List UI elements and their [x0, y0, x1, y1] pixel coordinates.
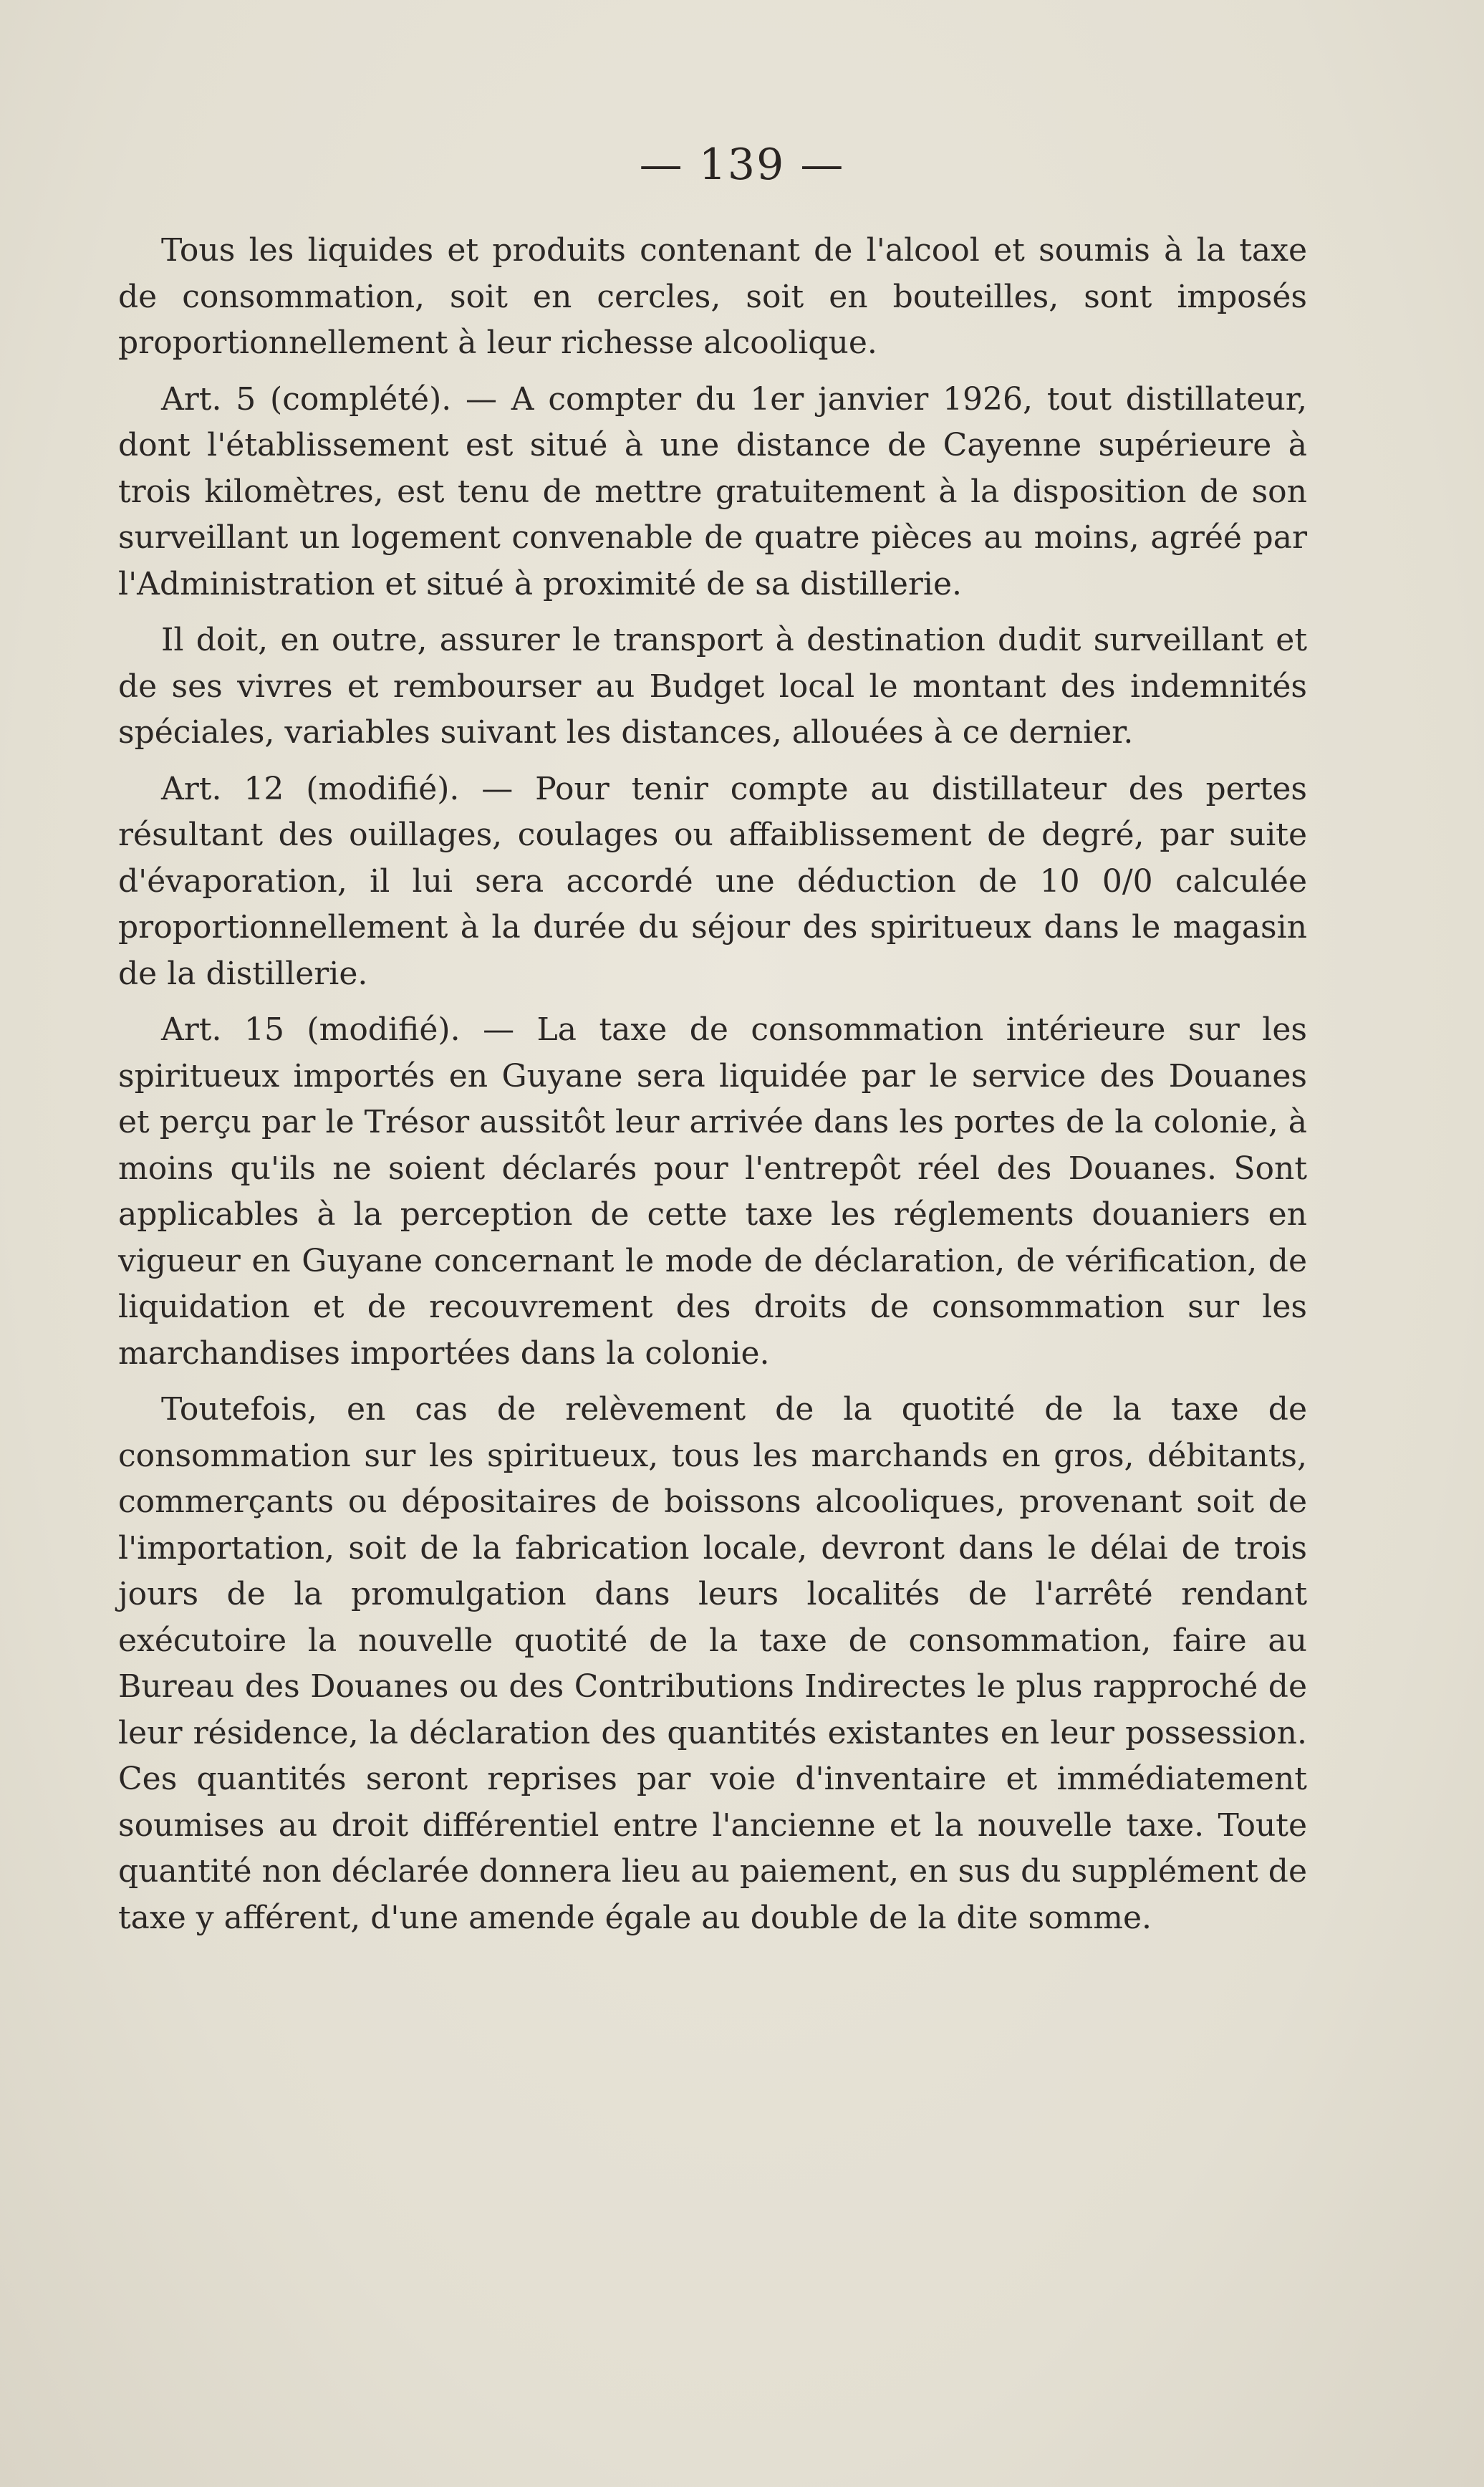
paragraph-3: Il doit, en outre, assurer le transport à destination dudit surveillant et de ses vivres et rembourser au Budget local le montant des indemnités spéciales, variables suivant les distances, allouées à ce dernier. [118, 622, 1307, 751]
paragraph-art-5: Art. 5 (complété). — A compter du 1er janvier 1926, tout distillateur, dont l'établissement est situé à une distance de Cayenne supérieure à trois kilomètres, est tenu de mettre gratuitement à la disposition de son surveillant un logement convenable de quatre pièces au moins, agréé par l'Administration et situé à proximité de sa distillerie. [118, 380, 1307, 602]
paragraph-1: Tous les liquides et produits contenant de l'alcool et soumis à la taxe de consommation, soit en cercles, soit en bouteilles, sont imposés proportionnellement à leur richesse alcoolique. [118, 232, 1307, 361]
paragraph-art-15: Art. 15 (modifié). — La taxe de consommation intérieure sur les spiritueux importés en Guyane sera liquidée par le service des Douanes et perçu par le Trésor aussitôt leur arrivée dans les portes de la colonie, à moins qu'ils ne soient déclarés pour l'entrepôt réel des Douanes. Sont applicables à la perception de cette taxe les réglements douaniers en vigueur en Guyane concernant le mode de déclaration, de vérification, de liquidation et de recouvrement des droits de consommation sur les marchandises importées dans la colonie. [118, 1011, 1307, 1372]
paragraph-6: Toutefois, en cas de relèvement de la quotité de la taxe de consommation sur les spiritueux, tous les marchands en gros, débitants, commerçants ou dépositaires de boissons alcooliques, provenant soit de l'importation, soit de la fabrication locale, devront dans le délai de trois jours de la promulgation dans leurs localités de l'arrêté rendant exécutoire la nouvelle quotité de la taxe de consommation, faire au Bureau des Douanes ou des Contributions Indirectes le plus rapproché de leur résidence, la déclaration des quantités existantes en leur possession. Ces quantités seront reprises par voie d'inventaire et immédiatement soumises au droit différentiel entre l'ancienne et la nouvelle taxe. Toute quantité non déclarée donnera lieu au paiement, en sus du supplément de taxe y afférent, d'une amende égale au double de la dite somme. [118, 1391, 1307, 1936]
paragraph-art-12: Art. 12 (modifié). — Pour tenir compte au distillateur des pertes résultant des ouillages, coulages ou affaiblissement de degré, par suite d'évaporation, il lui sera accordé une déduction de 10 0/0 calculée proportionnellement à la durée du séjour des spiritueux dans le magasin de la distillerie. [118, 770, 1307, 992]
page-number: — 139 — [639, 140, 845, 190]
body-text [118, 228, 1307, 1941]
